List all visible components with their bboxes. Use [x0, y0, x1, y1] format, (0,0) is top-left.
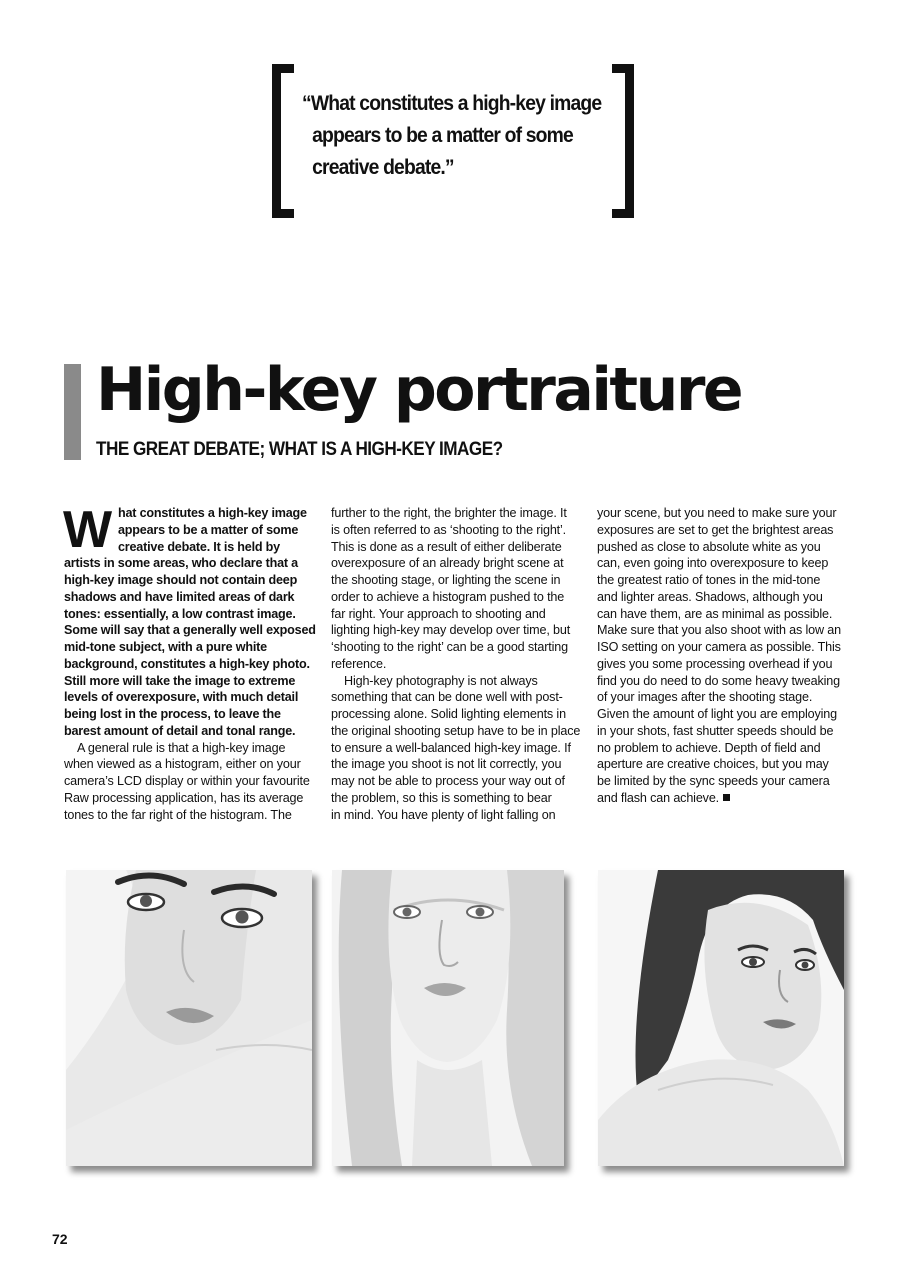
body-line: in mind. You have plenty of light falling on — [331, 807, 556, 822]
body-line: when viewed as a histogram, either on your — [64, 757, 301, 772]
body-line: and lighter areas. Shadows, although you — [597, 589, 823, 604]
body-line: Make sure that you also shoot with as low an — [597, 623, 842, 638]
body-line: gives you some processing overhead if you — [597, 656, 833, 671]
intro-line: levels of overexposure, with much detail — [64, 690, 299, 705]
left-bracket — [272, 64, 294, 218]
body-line: the original shooting setup have to be in place — [331, 723, 581, 738]
body-line: Raw processing application, has its average — [64, 790, 304, 805]
intro-line: creative debate. It is held by — [118, 539, 280, 554]
body-line: may not be able to process your way out of — [331, 774, 565, 788]
body-line-text: and flash can achieve. — [597, 790, 720, 805]
body-line: the problem, so this is something to bear — [331, 790, 552, 805]
body-line: the shooting stage, or lighting the scene in — [331, 573, 561, 587]
body-line: in your shots, fast shutter speeds should be — [597, 723, 834, 738]
intro-line: high-key image should not contain deep — [64, 573, 298, 587]
body-line: reference. — [331, 656, 387, 671]
body-line: the image you shoot is not lit correctly, you — [331, 757, 562, 772]
portrait-photo-2 — [332, 870, 564, 1166]
portrait-image-3 — [598, 870, 844, 1166]
end-of-article-mark — [723, 794, 730, 801]
body-line: can have them, are as minimal as possible. — [597, 606, 833, 621]
body-line: is often referred to as ‘shooting to the right’. — [331, 522, 567, 537]
body-line: find you do need to do some heavy tweaking — [597, 673, 840, 688]
body-line: This is done as a result of either deliberate — [331, 539, 562, 554]
body-line: no problem to achieve. Depth of field and — [597, 740, 821, 755]
portrait-image-1 — [66, 870, 312, 1166]
pull-quote-line: creative debate.” — [312, 156, 454, 179]
body-line: A general rule is that a high-key image — [77, 740, 286, 755]
body-line: Given the amount of light you are employing — [597, 707, 837, 721]
body-line: further to the right, the brighter the image. It — [331, 506, 567, 520]
body-column-2 — [331, 505, 579, 823]
portrait-image-2 — [332, 870, 564, 1166]
body-line: exposures are set to get the brightest areas — [597, 522, 834, 537]
pull-quote-line: “What constitutes a high-key image — [302, 92, 602, 115]
body-line: camera’s LCD display or within your favourite — [64, 774, 310, 788]
body-line: of your images after the shooting stage. — [597, 690, 813, 705]
intro-line: artists in some areas, who declare that a — [64, 556, 298, 571]
intro-line: tones: essentially, a low contrast image. — [64, 606, 296, 621]
intro-line: mid-tone subject, with a pure white — [64, 640, 267, 654]
body-line: processing alone. Solid lighting elements in — [331, 707, 566, 721]
body-column-3 — [597, 505, 845, 807]
body-line: the greatest ratio of tones in the mid-tone — [597, 573, 821, 587]
pull-quote-line: appears to be a matter of some — [312, 124, 573, 147]
body-line: order to achieve a histogram pushed to the — [331, 589, 565, 604]
right-bracket — [612, 64, 634, 218]
heading-accent-bar — [64, 364, 81, 460]
body-line: lighting high-key may develop over time, but — [331, 623, 571, 638]
body-line — [597, 790, 845, 807]
body-line: overexposure of an already bright scene at — [331, 556, 564, 571]
body-line: far right. Your approach to shooting and — [331, 606, 546, 621]
intro-line: Still more will take the image to extreme — [64, 673, 296, 688]
intro-line: background, constitutes a high-key photo. — [64, 656, 310, 671]
body-line: be limited by the sync speeds your camera — [597, 774, 830, 788]
article-title: High-key portraiture — [96, 355, 742, 425]
body-line: ISO setting on your camera as possible. This — [597, 640, 841, 654]
intro-line: barest amount of detail and tonal range. — [64, 723, 296, 738]
body-column-1 — [63, 501, 316, 823]
body-line: can, even going into overexposure to keep — [597, 556, 829, 571]
pull-quote-text — [302, 88, 602, 184]
page-number: 72 — [52, 1231, 68, 1247]
portrait-photo-3 — [598, 870, 844, 1166]
body-line: something that can be done well with post- — [331, 690, 563, 705]
body-line: aperture are creative choices, but you may — [597, 757, 829, 772]
body-line: ‘shooting to the right’ can be a good starting — [331, 640, 568, 654]
body-line: pushed as close to absolute white as you — [597, 539, 821, 554]
article-subtitle: THE GREAT DEBATE; WHAT IS A HIGH-KEY IMAGE? — [96, 438, 503, 460]
body-line: your scene, but you need to make sure your — [597, 506, 837, 520]
intro-line: appears to be a matter of some — [118, 522, 299, 537]
intro-line: hat constitutes a high-key image — [118, 506, 307, 520]
intro-line: Some will say that a generally well exposed — [64, 623, 316, 638]
body-line: to ensure a well-balanced high-key image. If — [331, 740, 571, 755]
intro-line: being lost in the process, to leave the — [64, 707, 281, 721]
drop-cap: W — [63, 501, 112, 559]
portrait-photo-1 — [66, 870, 312, 1166]
body-line: tones to the far right of the histogram. The — [64, 807, 292, 822]
intro-line: shadows and have limited areas of dark — [64, 589, 295, 604]
body-line: High-key photography is not always — [344, 673, 538, 688]
pull-quote — [272, 64, 634, 218]
